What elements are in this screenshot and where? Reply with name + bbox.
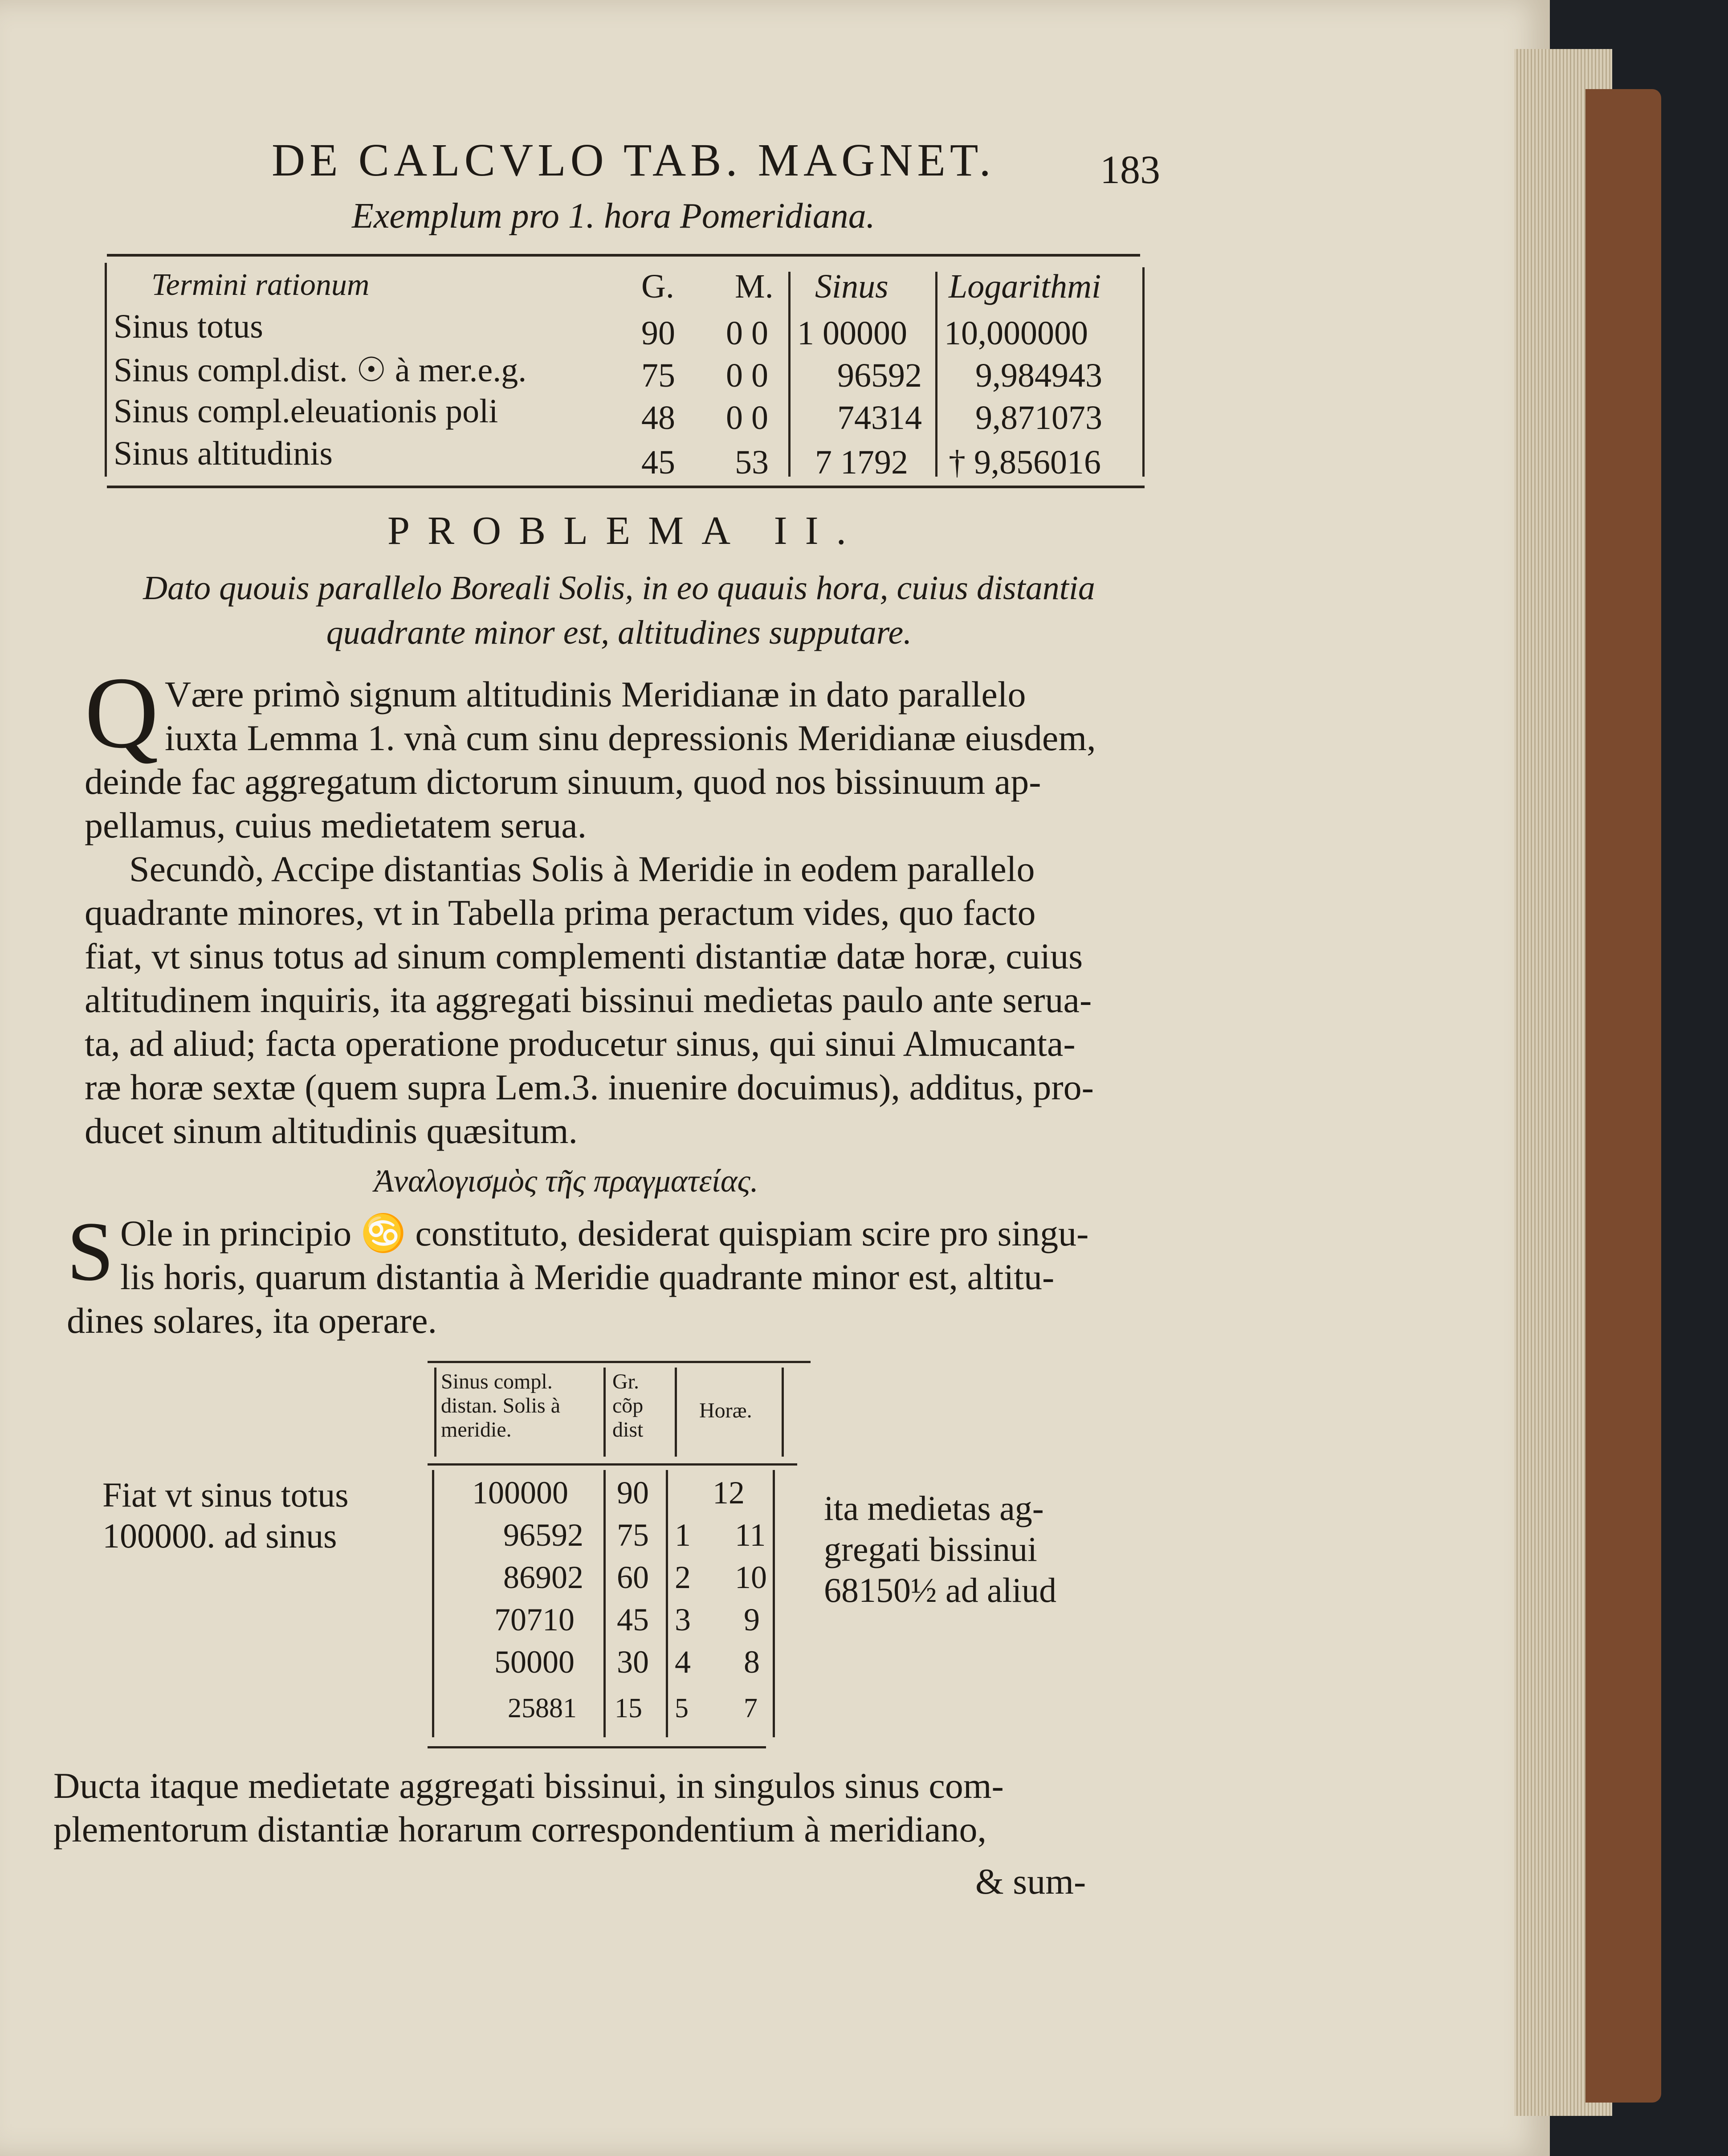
- table-1-header: Sinus: [815, 268, 888, 305]
- table-1-header: G.: [641, 268, 674, 305]
- paragraph-line: lis horis, quarum distantia à Meridie quadrante minor est, altitu-: [120, 1257, 1055, 1297]
- paragraph-line: pellamus, cuius medietatem serua.: [85, 805, 587, 845]
- drop-cap: S: [67, 1205, 114, 1298]
- paragraph-line: altitudinem inquiris, ita aggregati bissinui medietas paulo ante serua-: [85, 980, 1092, 1020]
- paragraph-line: Secundò, Accipe distantias Solis à Meridie in eodem parallelo: [129, 849, 1035, 889]
- table-1-header: Termini rationum: [151, 268, 370, 302]
- paragraph-line: ræ horæ sextæ (quem supra Lem.3. inuenire docuimus), additus, pro-: [85, 1067, 1094, 1107]
- drop-cap: Q: [85, 656, 159, 769]
- paragraph-line: iuxta Lemma 1. vnà cum sinu depressionis Meridianæ eiusdem,: [165, 718, 1096, 758]
- catchword: & sum-: [975, 1861, 1086, 1902]
- paragraph-line: ta, ad aliud; facta operatione producetur sinus, qui sinui Almucanta-: [85, 1023, 1076, 1064]
- paragraph-line: plementorum distantiæ horarum correspondentium à meridiano,: [53, 1809, 987, 1850]
- paragraph-line: Ole in principio ♋ constituto, desiderat quispiam scire pro singu-: [120, 1213, 1089, 1254]
- paragraph-line: ducet sinum altitudinis quæsitum.: [85, 1111, 578, 1151]
- table-1-header: Logarithmi: [949, 268, 1101, 305]
- side-note-right: ita medietas ag- gregati bissinui 68150½ ad aliud: [824, 1489, 1057, 1609]
- paragraph-line: Ducta itaque medietate aggregati bissinui, in singulos sinus com-: [53, 1765, 1004, 1806]
- page-number: 183: [1100, 148, 1160, 192]
- problem-statement: Dato quouis parallelo Boreali Solis, in eo quauis hora, cuius distantia quadrante minor est, altitudines supputare.: [143, 569, 1095, 651]
- table-2-header: Horæ.: [699, 1399, 752, 1422]
- example-title: Exemplum pro 1. hora Pomeridiana.: [352, 196, 875, 236]
- problem-title: PROBLEMA II.: [387, 509, 864, 553]
- greek-heading: Ἀναλογισμὸς τῆς πραγματείας.: [374, 1163, 758, 1199]
- paragraph-line: fiat, vt sinus totus ad sinum complementi distantiæ datæ horæ, cuius: [85, 936, 1083, 976]
- side-note-left: Fiat vt sinus totus 100000. ad sinus: [102, 1475, 349, 1555]
- paragraph-line: Være primò signum altitudinis Meridianæ in dato parallelo: [165, 674, 1026, 715]
- paragraph-line: quadrante minores, vt in Tabella prima peractum vides, quo facto: [85, 892, 1036, 933]
- table-2-header: Gr. cõp dist: [612, 1370, 644, 1441]
- table-2-header: Sinus compl. distan. Solis à meridie.: [441, 1370, 561, 1441]
- paragraph-line: dines solares, ita operare.: [67, 1300, 437, 1341]
- paragraph-line: deinde fac aggregatum dictorum sinuum, quod nos bissinuum ap-: [85, 761, 1041, 802]
- table-1-header: M.: [735, 268, 774, 305]
- running-head: DE CALCVLO TAB. MAGNET.: [272, 135, 995, 186]
- book-cover: [1585, 89, 1661, 2103]
